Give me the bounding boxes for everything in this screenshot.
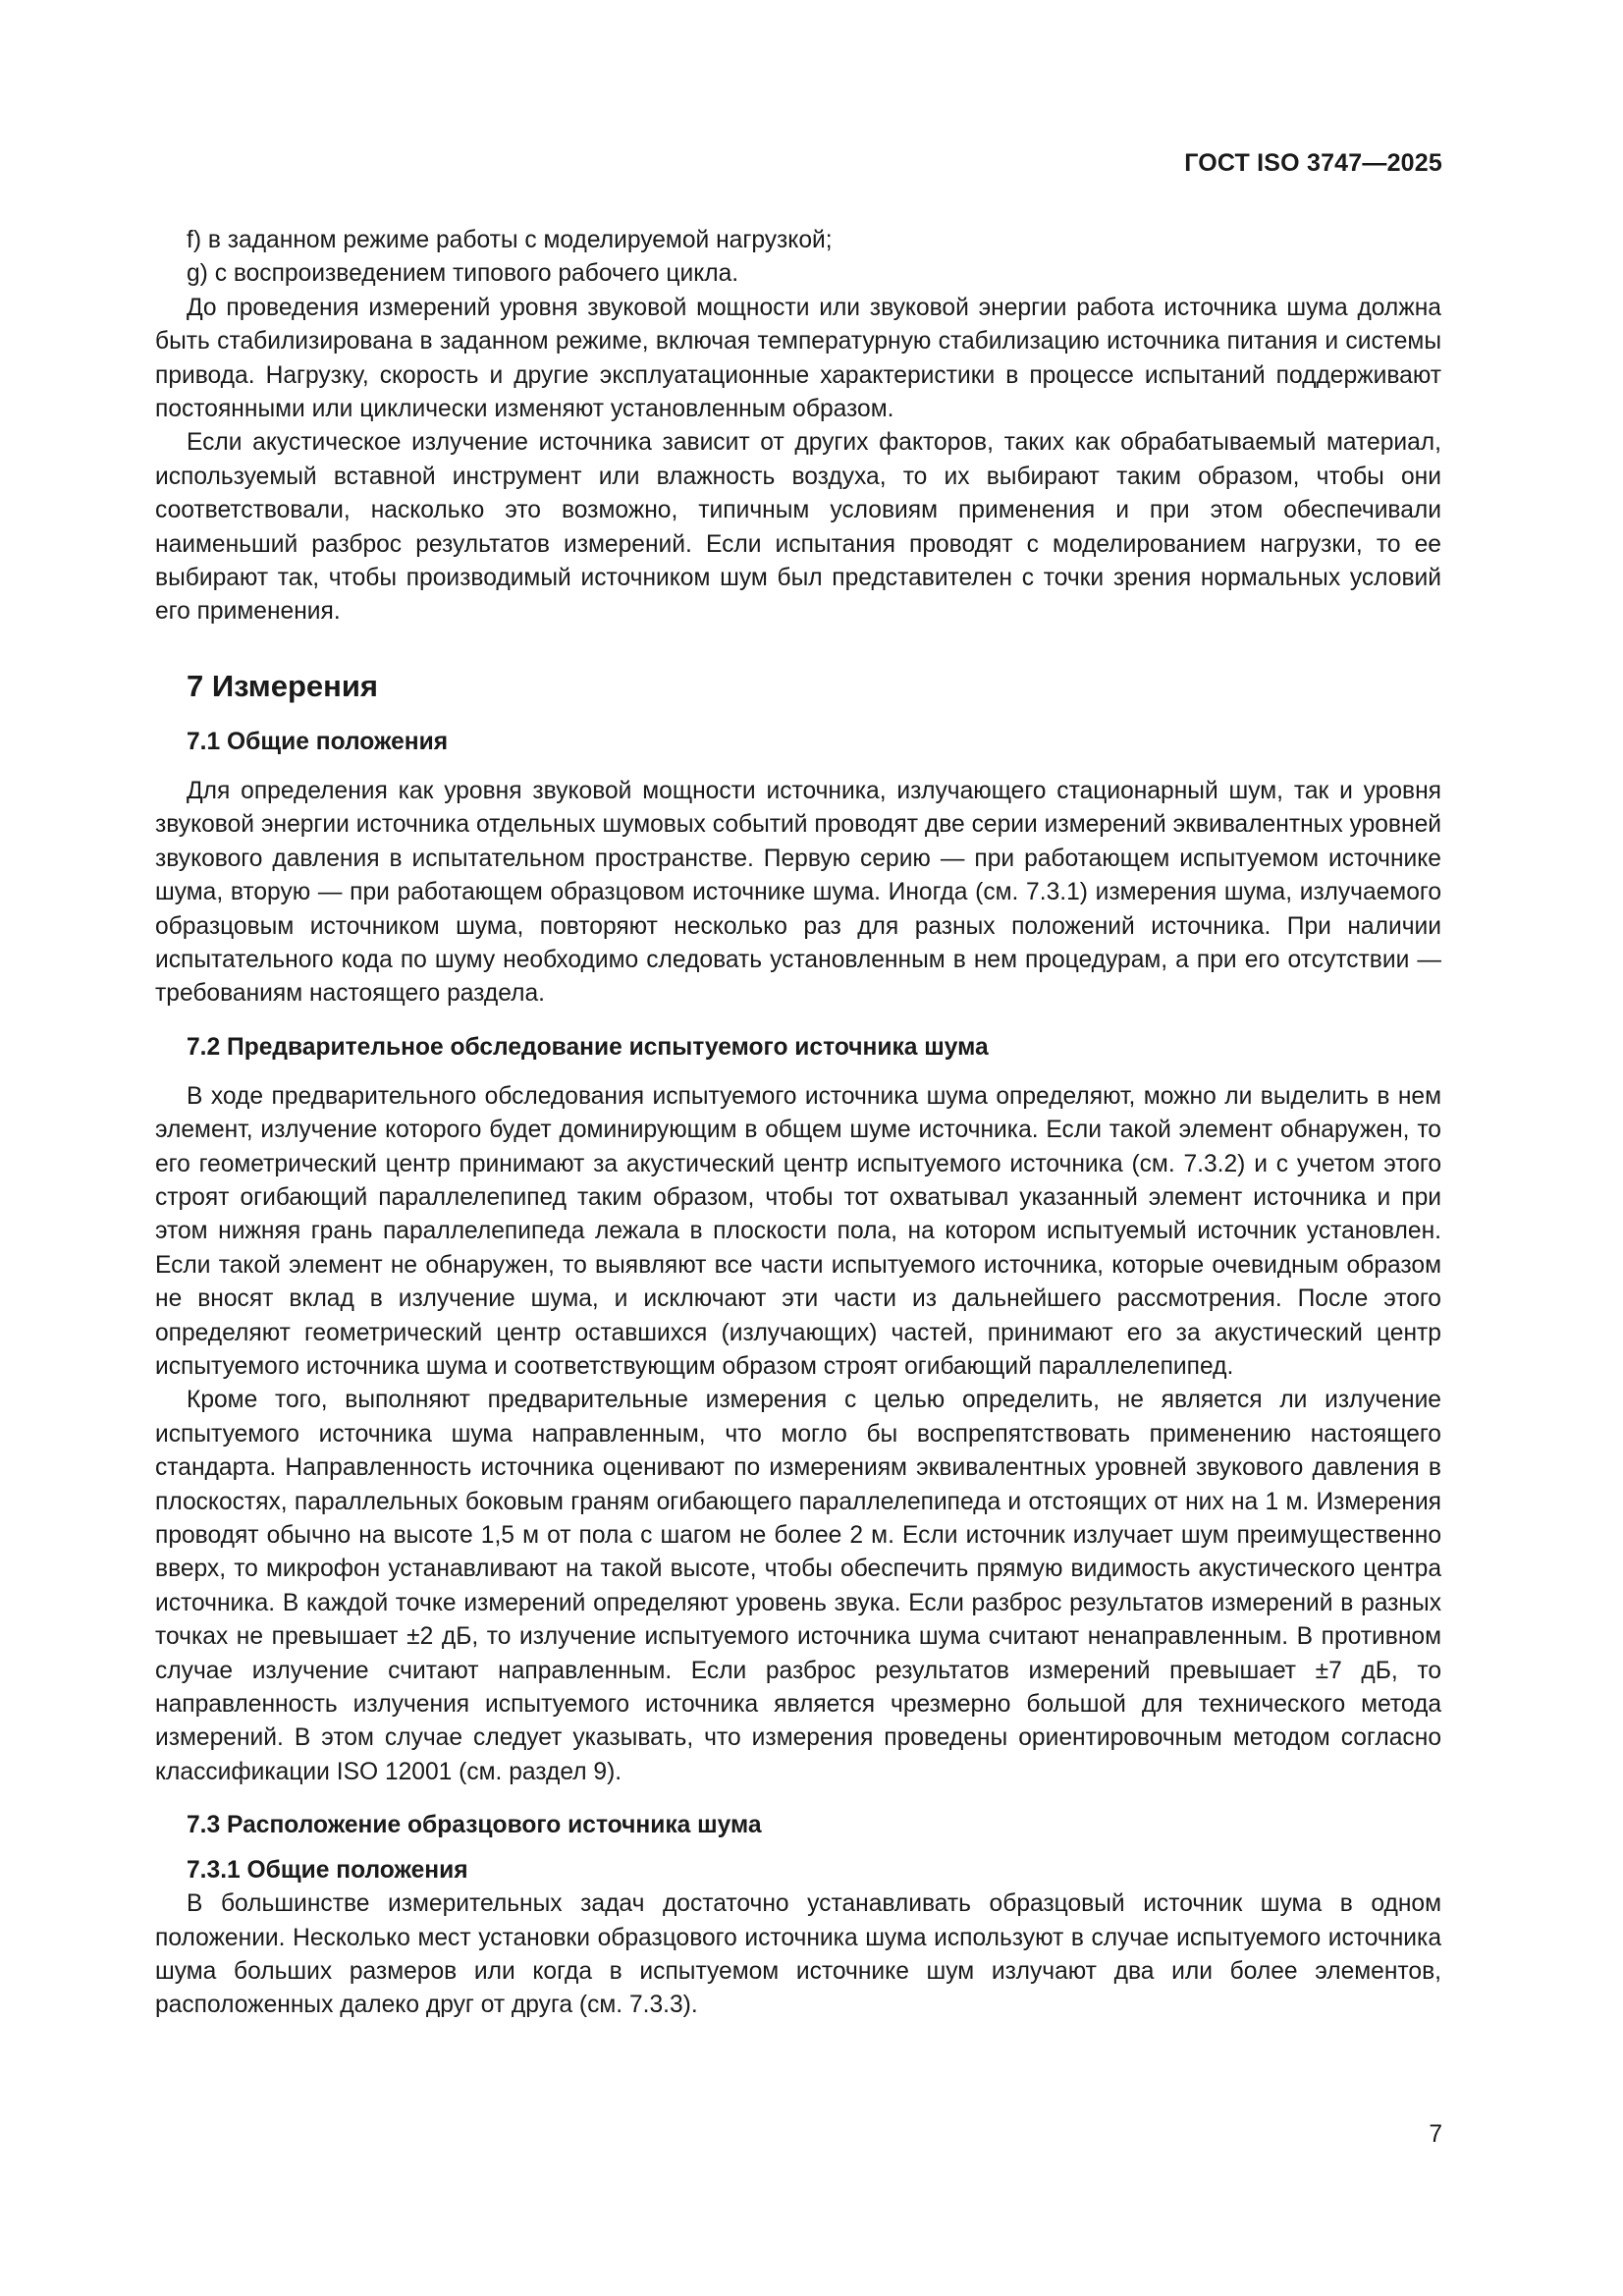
paragraph: В большинстве измерительных задач достаточно устанавливать образцовый источник шума в одном положении. Несколько мест установки образцового источника шума используют в случае испытуемого источника шума больших размеров или когда в испытуемом источнике шум излучают два или более элементов, расположенных далеко друг от друга (см. 7.3.3). bbox=[155, 1890, 1441, 2019]
page-content bbox=[155, 224, 1441, 2023]
subsubsection-heading: 7.3.1 Общие положения bbox=[187, 1857, 468, 1885]
standard-id-header: ГОСТ ISO 3747—2025 bbox=[1184, 149, 1442, 177]
subsection-heading: 7.1 Общие положения bbox=[187, 728, 449, 755]
paragraph: В ходе предварительного обследования испытуемого источника шума определяют, можно ли выделить в нем элемент, излучение которого будет доминирующим в общем шуме источника. Если такой элемент обнаружен, то его геометрический центр принимают за акустический центр испытуемого источника (см. 7.3.2) и с учетом этого строят огибающий параллелепипед таким образом, чтобы тот охватывал указанный элемент источника и при этом нижняя грань параллелепипеда лежала в плоскости пола, на котором испытуемый источник установлен. Если такой элемент не обнаружен, то выявляют все части испытуемого источника, которые очевидным образом не вносят вклад в излучение шума, и исключают эти части из дальнейшего рассмотрения. После этого определяют геометрический центр оставшихся (излучающих) частей, принимают его за акустический центр испытуемого источника шума и соответствующим образом строят огибающий параллелепипед. bbox=[155, 1082, 1441, 1380]
list-item-f: f) в заданном режиме работы с моделируемой нагрузкой; bbox=[187, 227, 833, 253]
paragraph: Кроме того, выполняют предварительные измерения с целью определить, не является ли излучение испытуемого источника шума направленным, что могло бы воспрепятствовать применению настоящего стандарта. Направленность источника оценивают по измерениям эквивалентных уровней звукового давления в плоскостях, параллельных боковым граням огибающего параллелепипеда и отстоящих от них на 1 м. Измерения проводят обычно на высоте 1,5 м от пола с шагом не более 2 м. Если источник излучает шум преимущественно вверх, то микрофон устанавливают на такой высоте, чтобы обеспечить прямую видимость акустического центра источника. В каждой точке измерений определяют уровень звука. Если разброс результатов измерений в разных точках не превышает ±2 дБ, то излучение испытуемого источника шума считают ненаправленным. В противном случае излучение считают направленным. Если разброс результатов измерений превышает ±7 дБ, то направленность излучения испытуемого источника является чрезмерно большой для технического метода измерений. В этом случае следует указывать, что измерения проведены ориентировочным методом согласно классификации ISO 12001 (см. раздел 9). bbox=[155, 1387, 1441, 1785]
list-item-g: g) с воспроизведением типового рабочего цикла. bbox=[187, 260, 739, 288]
subsection-heading: 7.3 Расположение образцового источника шума bbox=[187, 1812, 762, 1839]
section-heading: 7 Измерения bbox=[187, 668, 378, 703]
subsection-heading: 7.2 Предварительное обследование испытуемого источника шума bbox=[187, 1033, 989, 1061]
page-number: 7 bbox=[1429, 2121, 1442, 2148]
paragraph: Если акустическое излучение источника зависит от других факторов, таких как обрабатываемый материал, используемый вставной инструмент или влажность воздуха, то их выбирают таким образом, чтобы они соответствовали, насколько это возможно, типичным условиям применения и при этом обеспечивали наименьший разброс результатов измерений. Если испытания проводят с моделированием нагрузки, то ее выбирают так, чтобы производимый источником шум был представителен с точки зрения нормальных условий его применения. bbox=[155, 429, 1441, 626]
paragraph: До проведения измерений уровня звуковой мощности или звуковой энергии работа источника шума должна быть стабилизирована в заданном режиме, включая температурную стабилизацию источника питания и системы привода. Нагрузку, скорость и другие эксплуатационные характеристики в процессе испытаний поддерживают постоянными или циклически изменяют установленным образом. bbox=[155, 294, 1441, 423]
paragraph: Для определения как уровня звуковой мощности источника, излучающего стационарный шум, так и уровня звуковой энергии источника отдельных шумовых событий проводят две серии измерений эквивалентных уровней звукового давления в испытательном пространстве. Первую серию — при работающем испытуемом источнике шума, вторую — при работающем образцовом источнике шума. Иногда (см. 7.3.1) измерения шума, излучаемого образцовым источником шума, повторяют несколько раз для разных положений источника. При наличии испытательного кода по шуму необходимо следовать установленным в нем процедурам, а при его отсутствии — требованиям настоящего раздела. bbox=[155, 777, 1441, 1008]
